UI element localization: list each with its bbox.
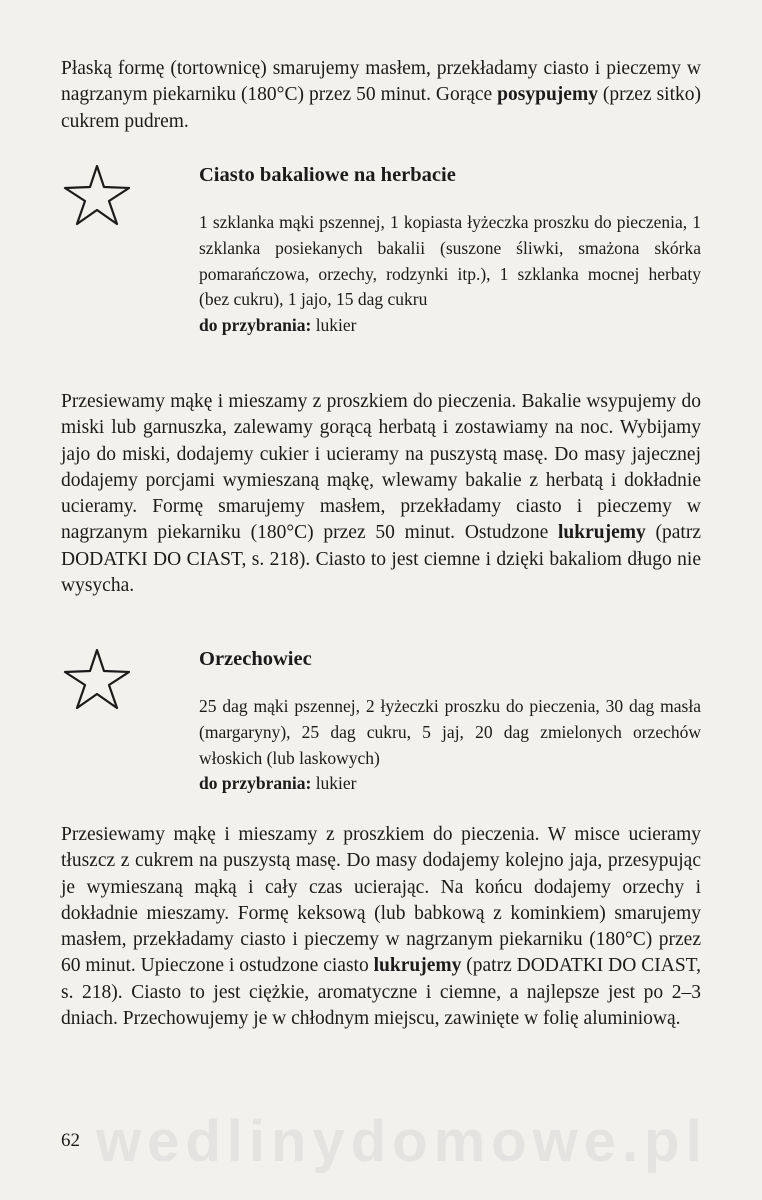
star-icon xyxy=(62,164,132,226)
ingredients-list xyxy=(199,210,701,339)
ingredients-list xyxy=(199,694,701,797)
watermark: wedlinydomowe.pl xyxy=(96,1109,708,1174)
method-paragraph: Przesiewamy mąkę i mieszamy z proszkiem do pieczenia. Bakalie wsypujemy do miski lub garnuszka, zalewamy gorącą herbatą i zostawiamy na noc. Wybijamy jajo do miski, dodajemy cukier i ucieramy na puszystą masę. Do masy jajecznej dodajemy porcjami wymieszaną mąkę, wlewamy bakalie z herbatą i dokładnie ucieramy. Formę smarujemy masłem, przekładamy ciasto i pieczemy w nagrzanym piekarniku (180°C) przez 50 minut. Ostudzone lukrujemy (patrz DODATKI DO CIAST, s. 218). Ciasto to jest ciemne i dzięki bakaliom długo nie wysycha. xyxy=(61,391,701,597)
star-icon xyxy=(62,648,132,710)
page-number: 62 xyxy=(61,1130,80,1151)
garnish-label: do przybrania: xyxy=(199,315,312,336)
garnish-line xyxy=(199,313,701,339)
garnish-value: lukier xyxy=(315,773,357,794)
recipe-title: Ciasto bakaliowe na herbacie xyxy=(199,164,456,186)
ingredients-text: 1 szklanka mąki pszennej, 1 kopiasta łyżeczka proszku do pieczenia, 1 szklanka posiekanych bakalii (suszone śliwki, smażona skórka pomarańczowa, orzechy, rodzynki itp.), 1 szklanka mocnej herbaty (bez cukru), 1 jajo, 15 dag cukru xyxy=(199,212,701,310)
garnish-line xyxy=(199,771,701,797)
garnish-value: lukier xyxy=(315,315,357,336)
method-paragraph: Przesiewamy mąkę i mieszamy z proszkiem do pieczenia. W misce ucieramy tłuszcz z cukrem na puszystą masę. Do masy dodajemy kolejno jaja, przesypując je wymieszaną mąką i cały czas ucierając. Na końcu dodajemy orzechy i dokładnie mieszamy. Formę keksową (lub babkową z kominkiem) smarujemy masłem, przekładamy ciasto i pieczemy w nagrzanym piekarniku (180°C) przez 60 minut. Upieczone i ostudzone ciasto lukrujemy (patrz DODATKI DO CIAST, s. 218). Ciasto to jest ciężkie, aromatyczne i ciemne, a najlepsze jest po 2–3 dniach. Przechowujemy je w chłodnym miejscu, zawinięte w folię aluminiową. xyxy=(61,824,701,1030)
ingredients-text: 25 dag mąki pszennej, 2 łyżeczki proszku do pieczenia, 30 dag masła (margaryny), 25 dag cukru, 5 jaj, 20 dag zmielonych orzechów włoskich (lub laskowych) xyxy=(199,696,701,768)
intro-paragraph: Płaską formę (tortownicę) smarujemy masłem, przekładamy ciasto i pieczemy w nagrzanym piekarniku (180°C) przez 50 minut. Gorące posypujemy (przez sitko) cukrem pudrem. xyxy=(61,58,701,132)
garnish-label: do przybrania: xyxy=(199,773,312,794)
recipe-title: Orzechowiec xyxy=(199,648,312,670)
